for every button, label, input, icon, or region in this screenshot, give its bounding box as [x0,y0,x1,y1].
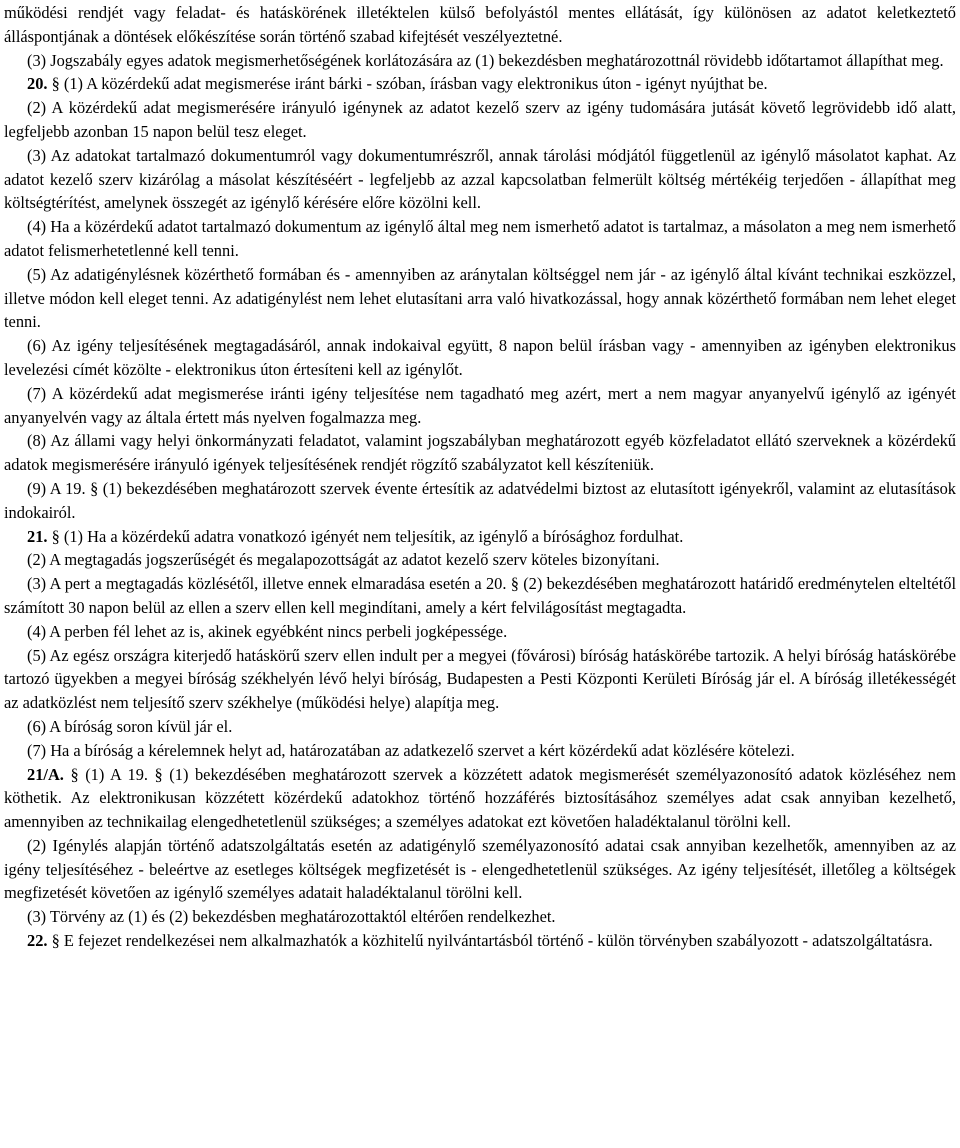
paragraph [4,144,956,215]
paragraph-text: (2) A megtagadás jogszerűségét és megalapozottságát az adatot kezelő szerv köteles bizonyítani. [27,550,660,570]
paragraph-text: (6) Az igény teljesítésének megtagadásáról, annak indokaival együtt, 8 napon belül írásban vagy - amennyiben az igényben elektronikus levelezési címét közölte - elektronikus úton értesíteni kell az igénylőt. [4,336,956,379]
paragraph [4,834,956,905]
paragraph-text: § (1) A közérdekű adat megismerése iránt bárki - szóban, írásban vagy elektronikus úton - igényt nyújthat be. [51,74,768,94]
paragraph-text: (4) A perben fél lehet az is, akinek egyébként nincs perbeli jogképessége. [27,621,508,641]
section-20 [4,72,956,96]
paragraph-text: (3) Törvény az (1) és (2) bekezdésben meghatározottaktól eltérően rendelkezhet. [27,907,556,927]
paragraph [4,739,956,763]
paragraph [4,263,956,334]
paragraph [4,548,956,572]
paragraph-text: (5) Az adatigénylésnek közérthető formában és - amennyiben az aránytalan költséggel nem jár - az igénylő által kívánt technikai eszközzel, illetve módon kell eleget tenni. Az adatigénylést nem lehet elutasítani arra való hivatkozással, hogy annak közérthető formában nem lehet eleget tenni. [4,264,956,332]
paragraph-text: (3) Jogszabály egyes adatok megismerhetőségének korlátozására az (1) bekezdésben meghatározottnál rövidebb időtartamot állapíthat meg. [27,50,944,70]
paragraph-text: (3) Az adatokat tartalmazó dokumentumról vagy dokumentumrészről, annak tárolási módjától függetlenül az igénylő másolatot kaphat. Az adatot kezelő szerv kizárólag a másolat készítéséért - legfeljebb az azzal kapcsolatban felmerült költség mértékéig terjedően - állapíthat meg költségtérítést, amelynek összegét az igénylő kérésére előre közölni kell. [4,145,956,213]
paragraph [4,715,956,739]
paragraph [4,644,956,715]
section-21a [4,763,956,834]
paragraph-text: § E fejezet rendelkezései nem alkalmazhatók a közhitelű nyilvántartásból történő - külön törvényben szabályozott - adatszolgáltatásra. [51,931,933,951]
paragraph [4,96,956,144]
paragraph [4,477,956,525]
paragraph [4,49,956,73]
paragraph-text: (8) Az állami vagy helyi önkormányzati feladatot, valamint jogszabályban meghatározott egyéb közfeladatot ellátó szerveknek a közérdekű adatok megismerésére irányuló igények teljesítésének rendjét rögzítő szabályzatot kell készíteniük. [4,431,956,475]
paragraph-text: működési rendjét vagy feladat- és hatáskörének illetéktelen külső befolyástól mentes ellátását, így különösen az adatot keletkeztető álláspontjának a döntések előkészítése során történő szabad kifejtését veszélyeztetné. [4,3,956,46]
paragraph-text: (7) A közérdekű adat megismerése iránti igény teljesítése nem tagadható meg azért, mert a nem magyar anyanyelvű igénylő az igényét anyanyelvén vagy az általa értett más nyelven fogalmazza meg. [4,383,956,427]
paragraph-text: (9) A 19. § (1) bekezdésében meghatározott szervek évente értesítik az adatvédelmi biztost az elutasított igényekről, valamint az elutasítások indokairól. [4,478,956,522]
paragraph-continuation [4,1,956,49]
paragraph-text: § (1) A 19. § (1) bekezdésében meghatározott szervek a közzétett adatok megismerését személyazonosító adatok közléséhez nem köthetik. Az elektronikusan közzétett közérdekű adatokhoz történő hozzáférés biztosításához személyes adat csak annyiban kezelhető, amennyiben az technikailag elengedhetetlenül szükséges; a személyes adatokat ezt követően haladéktalanul törölni kell. [4,764,956,832]
section-22 [4,929,956,953]
paragraph-text: (6) A bíróság soron kívül jár el. [27,716,233,736]
paragraph-text: § (1) Ha a közérdekű adatra vonatkozó igényét nem teljesítik, az igénylő a bírósághoz fordulhat. [51,526,684,546]
section-number: 21. [27,526,48,546]
paragraph-text: (2) A közérdekű adat megismerésére irányuló igénynek az adatot kezelő szerv az igény tudomására jutását követő legrövidebb idő alatt, legfeljebb azonban 15 napon belül tesz eleget. [4,98,956,141]
section-21 [4,525,956,549]
paragraph [4,429,956,477]
paragraph-text: (3) A pert a megtagadás közlésétől, illetve ennek elmaradása esetén a 20. § (2) bekezdésében meghatározott határidő eredménytelen elteltétől számított 30 napon belül az ellen a szerv ellen kell megindítani, amely a kért felvilágosítást megtagadta. [4,574,956,617]
paragraph [4,382,956,430]
paragraph [4,905,956,929]
paragraph-text: (2) Igénylés alapján történő adatszolgáltatás esetén az adatigénylő személyazonosító adatai csak annyiban kezelhetők, amennyiben az az igény teljesítéséhez - beleértve az esetleges költségek megfizetését is - elengedhetetlenül szükséges. Az igény teljesítését, illetőleg a költségek megfizetését követően az igénylő személyes adatait haladéktalanul törölni kell. [4,835,956,903]
paragraph-text: (5) Az egész országra kiterjedő hatáskörű szerv ellen indult per a megyei (fővárosi) bíróság hatáskörébe tartozik. A helyi bíróság hatáskörébe tartozó ügyekben a megyei bíróság székhelyén lévő helyi bíróság, Budapesten a Pesti Központi Kerületi Bíróság jár el. A bíróság illetékességét az adatközlést nem teljesítő szerv székhelye (működési helye) alapítja meg. [4,645,956,713]
paragraph [4,572,956,620]
section-number: 20. [27,74,48,94]
paragraph-text: (7) Ha a bíróság a kérelemnek helyt ad, határozatában az adatkezelő szervet a kért közérdekű adat közlésére kötelezi. [27,740,795,760]
paragraph [4,620,956,644]
paragraph [4,334,956,382]
section-number: 22. [27,931,48,951]
paragraph [4,215,956,263]
paragraph-text: (4) Ha a közérdekű adatot tartalmazó dokumentum az igénylő által meg nem ismerhető adatot is tartalmaz, a másolaton a meg nem ismerhető adatot felismerhetetlenné kell tenni. [4,217,956,260]
section-number: 21/A. [27,764,64,784]
